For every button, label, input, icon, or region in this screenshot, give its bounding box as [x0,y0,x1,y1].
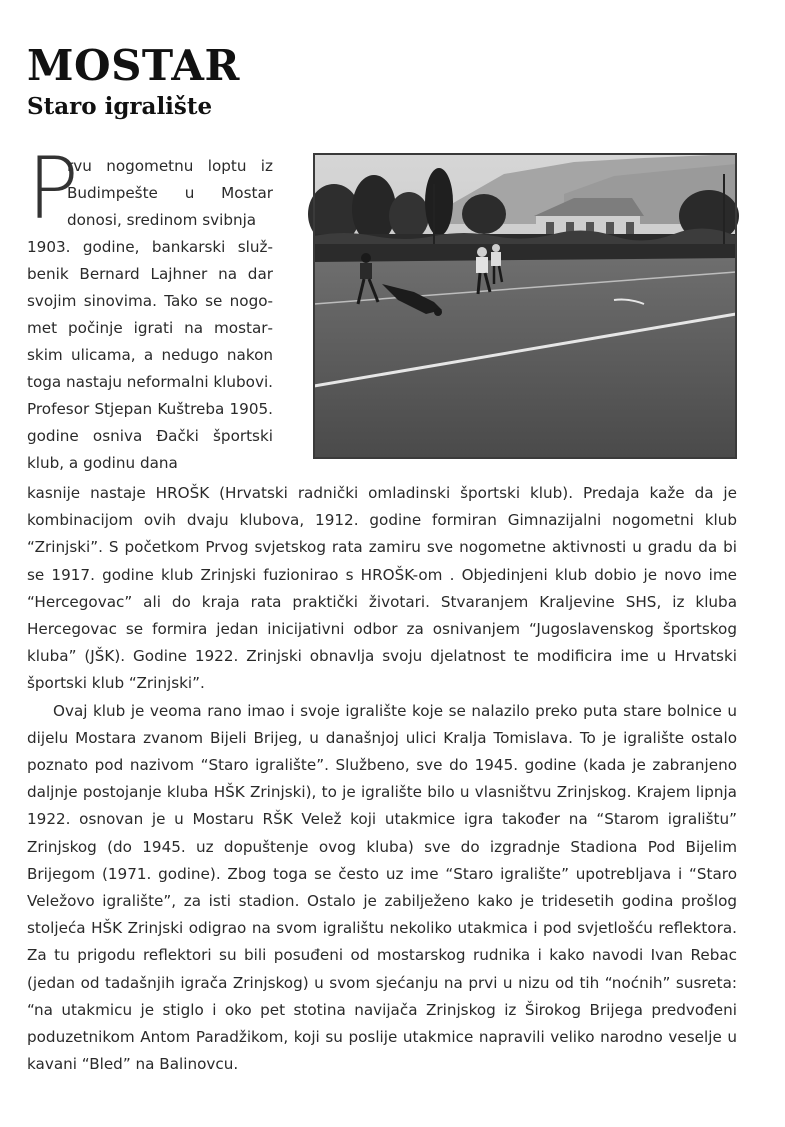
historic-football-photo-icon [314,154,736,458]
drop-cap: P [27,139,79,239]
page-title: MOSTAR [27,41,240,90]
intro-paragraph [27,139,273,477]
intro-lead-text: rvu nogometnu loptu iz Budimpešte u Mostar donosi, sredinom svibnja [67,157,273,229]
paragraph-staro-igraliste: Ovaj klub je veoma rano imao i svoje igralište koje se nalazilo preko puta stare bolnice u dijelu Mostara zvanom Bijeli Brijeg, u današnjoj ulici Kralja Tomislava. To je igralište ostalo poznato pod nazivom “Staro igralište”. Službeno, sve do 1945. godine (kada je zabranjeno daljnje postojanje kluba HŠK Zrinjski), to je igralište bilo u vlasništvu Zrinjskog. Krajem lipnja 1922. osnovan je u Mostaru RŠK Velež koji utakmice igra također na “Starom igralištu” Zrinjskog (do 1945. uz dopuštenje ovog kluba) sve do izgradnje Stadiona Pod Bijelim Brijegom (1971. godine). Zbog toga se često uz ime “Staro igralište” upotrebljava i “Staro Veležovo igralište”, za isti stadion. Ostalo je zabilježeno kako je tridesetih godina prošlog stoljeća HŠK Zrinjski odigrao na svom igralištu nekoliko utakmica i pod svjetlošću reflektora. Za tu prigodu reflektori su bili posuđeni od mostarskog rudnika i kako navodi Ivan Rebac (jedan od tadašnjih igrača Zrinjskog) u svom sjećanju na prvi u nizu od tih “noćnih” susreta: “na utakmicu je stiglo i oko pet stotina navijača Zrinjskog iz Širokog Brijega predvođeni poduzetnikom Antom Paradžikom, koji su poslije utakmice napravili veliko narodno veselje u kavani “Bled” na Balinovcu. [27,701,737,1074]
intro-rest-text: 1903. godine, bankarski službenik Bernard Lajhner na dar svojim sinovima. Tako se nogomet počinje igrati na mostarskim ulicama, a nedugo nakon toga nastaju neformalni klubovi. Profesor Stjepan Kuštreba 1905. godine osniva Đački športski klub, a godinu dana [27,238,273,472]
historic-football-photo [314,154,736,458]
article-body [27,480,737,1078]
page-subtitle: Staro igralište [27,93,213,120]
paragraph-continuation: kasnije nastaje HROŠK (Hrvatski radnički omladinski športski klub). Predaja kaže da je kombinacijom ovih dvaju klubova, 1912. godine formiran Gimnazijalni nogometni klub “Zrinjski”. S početkom Prvog svjetskog rata zamiru sve nogometne aktivnosti u gradu da bi se 1917. godine klub Zrinjski fuzionirao s HROŠK-om . Objedinjeni klub dobio je novo ime “Hercegovac” ali do kraja rata praktički životari. Stvaranjem Kraljevine SHS, iz kluba Hercegovac se formira jedan inicijativni odbor za osnivanjem “Jugoslavenskog športskog kluba” (JŠK). Godine 1922. Zrinjski obnavlja svoju djelatnost te modificira ime u Hrvatski športski klub “Zrinjski”. [27,484,737,693]
